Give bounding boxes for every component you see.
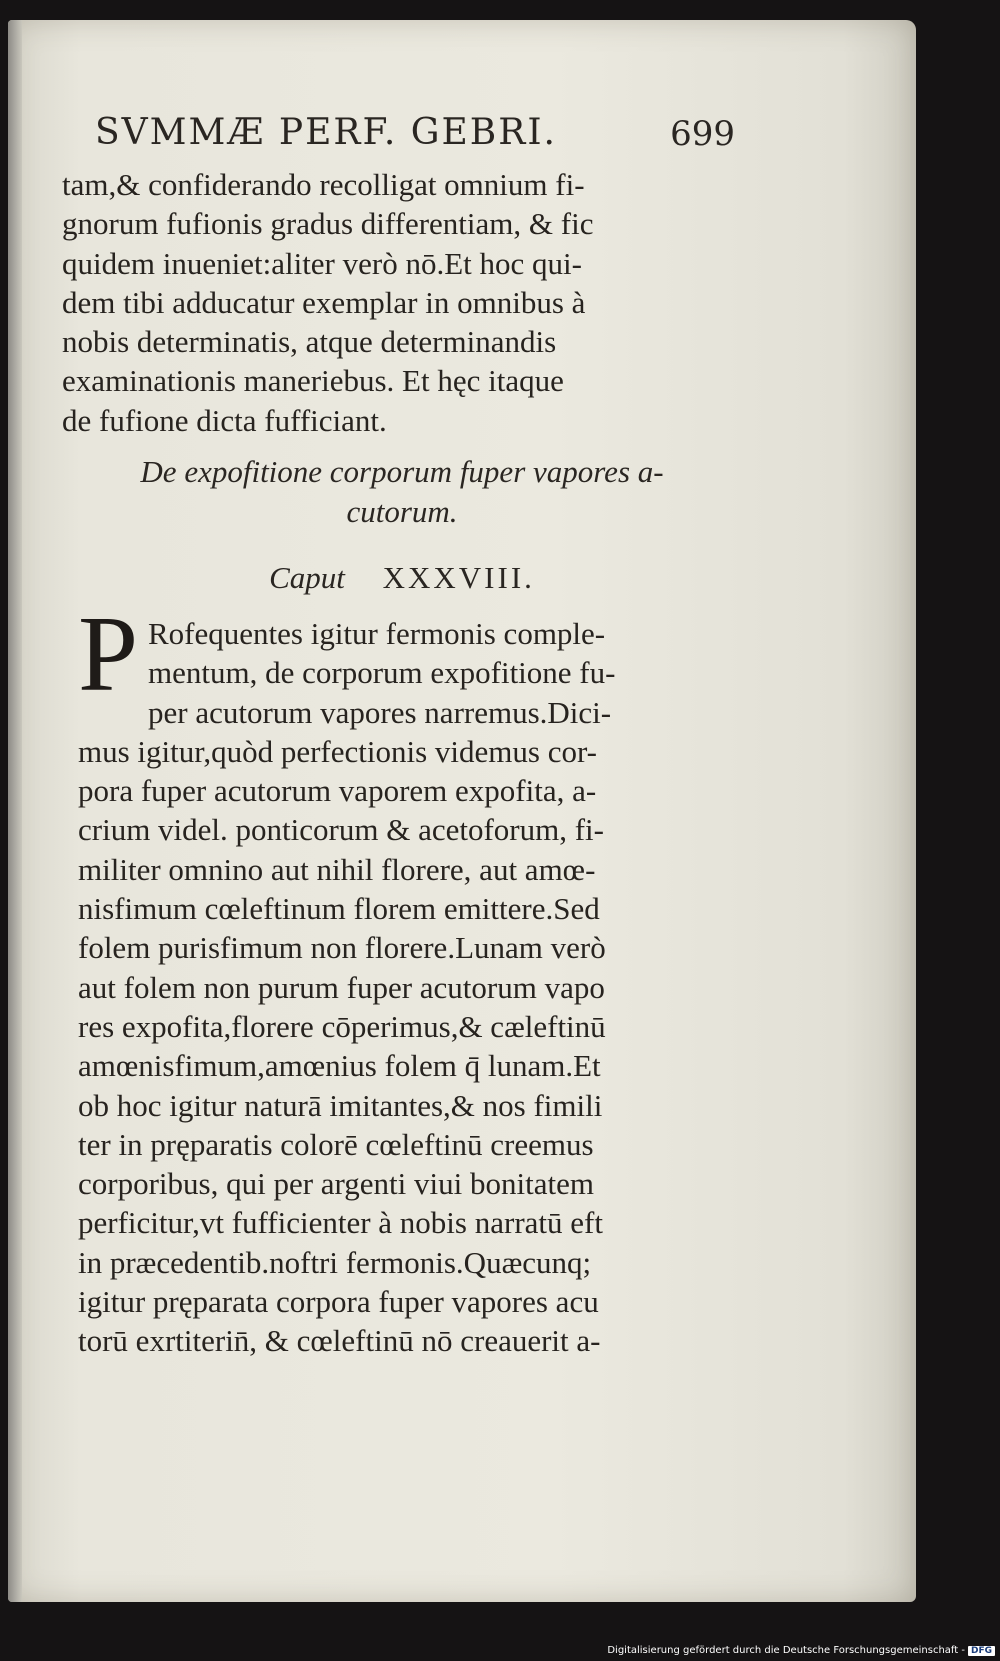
text-line: pora fuper acutorum vaporem expofita, a- [78,773,597,809]
drop-cap-initial: P [78,595,139,714]
text-line: corporibus, qui per argenti viui bonitatem [78,1166,594,1202]
dfg-logo-icon: DFG [968,1646,995,1656]
chapter-heading [62,452,742,532]
heading-line: cutorum. [346,494,458,529]
text-line: tam,& confiderando recolligat omnium fi- [62,167,585,202]
text-line: igitur pręparata corpora fuper vapores acu [78,1284,599,1320]
text-line: crium videl. ponticorum & acetoforum, fi- [78,812,604,848]
text-line: amœnisfimum,amœnius folem q̄ lunam.Et [78,1048,601,1084]
text-line: res expofita,florere cōperimus,& cæleftinū [78,1008,606,1044]
text-line: nobis determinatis, atque determinandis [62,324,557,360]
paragraph-top [62,165,742,440]
caput-label: Caput [269,560,345,595]
text-line: aut folem non purum fuper acutorum vapo [78,969,605,1005]
text-line: ter in pręparatis colorē cœleftinū creemus [78,1126,594,1162]
text-line: folem purisfimum non florere.Lunam verò [78,930,606,966]
text-line: ob hoc igitur naturā imitantes,& nos fimili [78,1087,603,1123]
chapter-number [62,560,742,604]
running-head-title: SVMMÆ PERF. GEBRI. [95,112,557,153]
paragraph-main [78,614,748,1361]
text-line: de fufione dicta fufficiant. [62,402,387,438]
text-line: quidem inueniet:aliter verò nō.Et hoc qui- [62,245,582,281]
text-line: mentum, de corporum expofitione fu- [148,655,616,691]
page-gutter [8,20,22,1602]
text-line: examinationis maneriebus. Et hęc itaque [62,363,564,399]
text-line: Rofequentes igitur fermonis comple- [148,616,606,651]
text-line: dem tibi adducatur exemplar in omnibus à [62,284,586,320]
running-head [95,112,735,162]
text-line: per acutorum vapores narremus.Dici- [148,694,612,730]
text-line: militer omnino aut nihil florere, aut amœ- [78,851,596,887]
caput-numeral: XXXVIII. [382,560,535,595]
digitization-credit [600,1645,995,1659]
text-line: perficitur,vt fufficienter à nobis narratū eft [78,1205,603,1241]
text-line: torū exrtiterin̄, & cœleftinū nō creauerit a- [78,1323,601,1359]
heading-line: De expofitione corporum fuper vapores a- [140,454,664,489]
text-line: in præcedentib.noftri fermonis.Quæcunq; [78,1244,592,1280]
text-line: nisfimum cœleftinum florem emittere.Sed [78,891,600,927]
page-number: 699 [670,114,735,154]
credit-text: Digitalisierung gefördert durch die Deutsche Forschungsgemeinschaft - [607,1645,965,1656]
text-line: mus igitur,quòd perfectionis videmus cor- [78,733,598,769]
text-line: gnorum fufionis gradus differentiam, & fic [62,206,594,242]
